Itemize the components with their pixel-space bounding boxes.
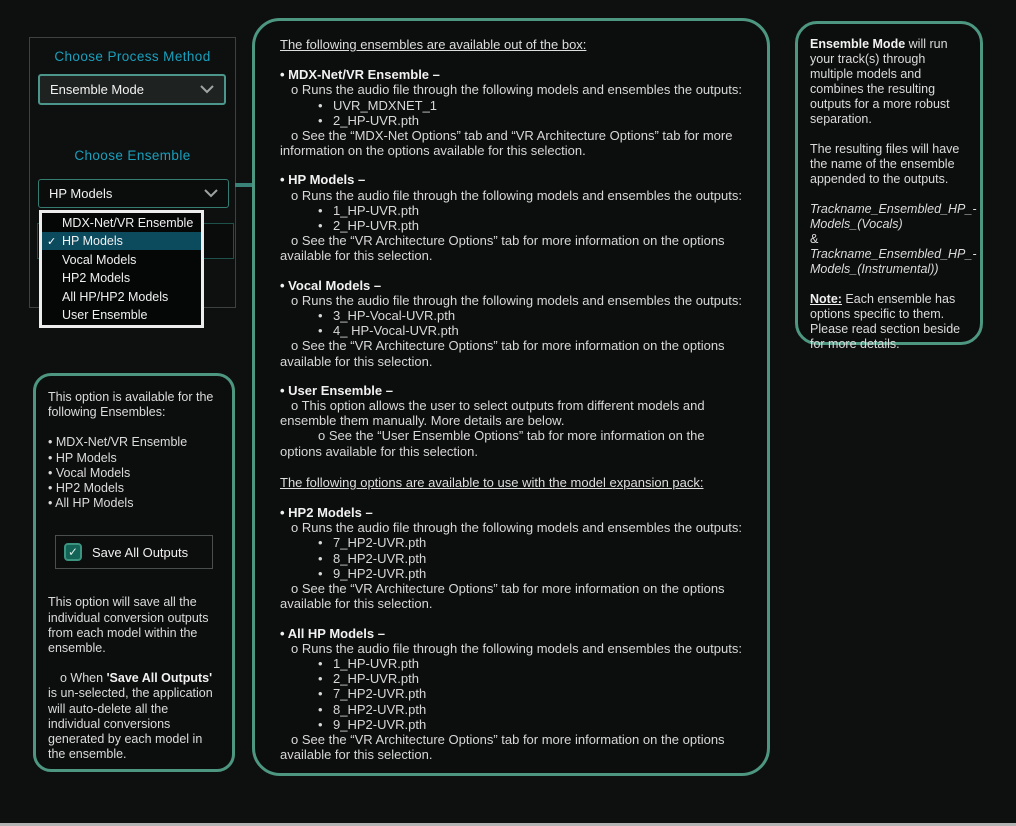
title-dash: –	[361, 505, 373, 521]
save-all-outputs-term: 'Save All Outputs'	[106, 671, 213, 686]
ensemble-mode-term: Ensemble Mode	[810, 37, 906, 51]
dropdown-item-mdx-net-vr-ensemble[interactable]	[42, 214, 201, 232]
dropdown-item-label: MDX-Net/VR Ensemble	[62, 215, 194, 230]
title-dash: –	[382, 382, 393, 398]
section-runs-line: o Runs the audio file through the following models and ensembles the outputs:	[291, 292, 742, 308]
model-file: • 2_HP-UVR.pth	[280, 113, 745, 128]
model-file: • 7_HP2-UVR.pth	[280, 535, 745, 550]
section-desc-line: o This option allows the user to select outputs from different models and ensemble them manually. More details are below.	[280, 398, 705, 429]
process-method-dropdown[interactable]	[38, 74, 226, 105]
save-all-outputs-frame	[55, 535, 213, 569]
model-file: • 3_HP-Vocal-UVR.pth	[280, 308, 745, 323]
doc-heading-expansion-pack: The following options are available to use with the model expansion pack:	[280, 474, 704, 490]
ampersand: &	[810, 232, 819, 246]
availability-intro: This option is available for the following Ensembles:	[48, 390, 214, 420]
section-title: HP2 Models	[288, 505, 362, 521]
model-file: • 9_HP2-UVR.pth	[280, 566, 745, 581]
section-title: MDX-Net/VR Ensemble	[288, 67, 430, 83]
dropdown-item-hp2-models[interactable]	[42, 269, 201, 287]
title-dash: –	[354, 172, 366, 188]
title-dash: –	[370, 277, 382, 293]
section-title: User Ensemble	[288, 382, 383, 398]
ensembles-doc-panel	[252, 18, 770, 776]
note-label: Note:	[810, 292, 842, 306]
section-see-line: o See the “VR Architecture Options” tab for more information on the options available for this selection.	[280, 581, 725, 612]
ensemble-list-item: • MDX-Net/VR Ensemble	[48, 435, 220, 450]
section-see-line: o See the “VR Architecture Options” tab for more information on the options available for this selection.	[280, 338, 725, 369]
section-runs-line: o Runs the audio file through the following models and ensembles the outputs:	[291, 187, 742, 203]
dropdown-item-label: Vocal Models	[62, 252, 137, 267]
dropdown-item-vocal-models[interactable]	[42, 251, 201, 269]
model-file: • 7_HP2-UVR.pth	[280, 686, 745, 701]
choose-ensemble-label: Choose Ensemble	[74, 148, 191, 163]
save-outputs-description: This option will save all the individual conversion outputs from each model within the ensemble.	[48, 595, 209, 656]
model-file: • 1_HP-UVR.pth	[280, 656, 745, 671]
instrumental-filename-example: Trackname_Ensembled_HP_-Models_(Instrumental))	[810, 247, 977, 276]
model-file: • 1_HP-UVR.pth	[280, 203, 745, 218]
note-paragraph: Note: Each ensemble has options specific to them. Please read section beside for more details.	[810, 292, 961, 351]
choose-process-method-label: Choose Process Method	[54, 49, 211, 64]
output-filename-examples	[810, 202, 977, 277]
available-ensembles-list	[48, 435, 220, 511]
dropdown-item-label: All HP/HP2 Models	[62, 289, 169, 304]
dropdown-item-label: User Ensemble	[62, 308, 148, 323]
section-runs-line: o Runs the audio file through the following models and ensembles the outputs:	[291, 82, 742, 98]
chevron-down-icon	[204, 189, 218, 198]
dropdown-item-label: HP2 Models	[62, 271, 131, 286]
save-all-outputs-label: Save All Outputs	[92, 544, 189, 560]
section-see-line: o See the “VR Architecture Options” tab for more information on the options available for this selection.	[280, 731, 725, 763]
model-file: • 8_HP2-UVR.pth	[280, 551, 745, 566]
section-see-line: o See the “MDX-Net Options” tab and “VR Architecture Options” tab for more information on the options available for this selection.	[280, 128, 733, 159]
dropdown-item-user-ensemble[interactable]	[42, 306, 201, 324]
model-file: • 8_HP2-UVR.pth	[280, 702, 745, 717]
resulting-files-description: The resulting files will have the name of the ensemble appended to the outputs.	[810, 142, 960, 186]
dropdown-item-hp-models[interactable]	[42, 232, 201, 250]
process-method-value: Ensemble Mode	[50, 82, 144, 97]
section-title: HP Models	[288, 172, 355, 188]
section-title: All HP Models	[287, 625, 375, 641]
section-all-hp-models	[280, 626, 745, 763]
unselected-behavior-description: o When 'Save All Outputs' is un-selected, the application will auto-delete all the individual conversions generated by each model in the ensemble.	[48, 671, 213, 762]
dropdown-item-all-hp-hp2-models[interactable]	[42, 288, 201, 306]
title-dash: –	[374, 625, 385, 641]
ensemble-list-item: • HP2 Models	[48, 481, 220, 496]
doc-heading-out-of-box: The following ensembles are available out of the box:	[280, 37, 587, 52]
chevron-down-icon	[200, 85, 214, 94]
ensemble-value: HP Models	[49, 186, 113, 201]
model-file: • 4_ HP-Vocal-UVR.pth	[280, 323, 745, 338]
dropdown-item-label: HP Models	[62, 234, 123, 249]
section-mdx-net-vr-ensemble	[280, 67, 745, 158]
section-user-ensemble	[280, 383, 745, 459]
model-file: • 2_HP-UVR.pth	[280, 671, 745, 686]
ensemble-list-item: • Vocal Models	[48, 466, 220, 481]
ensemble-dropdown-list	[39, 210, 204, 328]
section-hp2-models	[280, 505, 745, 611]
save-all-outputs-info-panel	[33, 373, 235, 772]
model-file: • UVR_MDXNET_1	[280, 98, 745, 113]
section-runs-line: o Runs the audio file through the following models and ensembles the outputs:	[291, 640, 742, 656]
section-title: Vocal Models	[288, 277, 371, 293]
section-see-line: o See the “User Ensemble Options” tab for more information on the options available for this selection.	[280, 428, 705, 459]
ensemble-list-item: • All HP Models	[48, 496, 220, 511]
section-see-line: o See the “VR Architecture Options” tab for more information on the options available for this selection.	[280, 233, 725, 264]
section-runs-line: o Runs the audio file through the following models and ensembles the outputs:	[291, 520, 742, 536]
ensemble-list-item: • HP Models	[48, 451, 220, 466]
section-vocal-models	[280, 278, 745, 369]
save-all-outputs-checkbox[interactable]: ✓	[64, 543, 82, 561]
ensemble-dropdown[interactable]	[38, 179, 229, 208]
ensemble-mode-info-panel	[795, 21, 983, 351]
model-file: • 2_HP-UVR.pth	[280, 218, 745, 233]
vocals-filename-example: Trackname_Ensembled_HP_-Models_(Vocals)	[810, 202, 977, 231]
ensemble-mode-description: Ensemble Mode will run your track(s) through multiple models and combines the resulting outputs for a more robust separation.	[810, 37, 950, 126]
model-file: • 9_HP2-UVR.pth	[280, 717, 745, 732]
check-icon: ✓	[47, 235, 57, 248]
title-dash: –	[429, 67, 440, 83]
section-hp-models	[280, 172, 745, 263]
